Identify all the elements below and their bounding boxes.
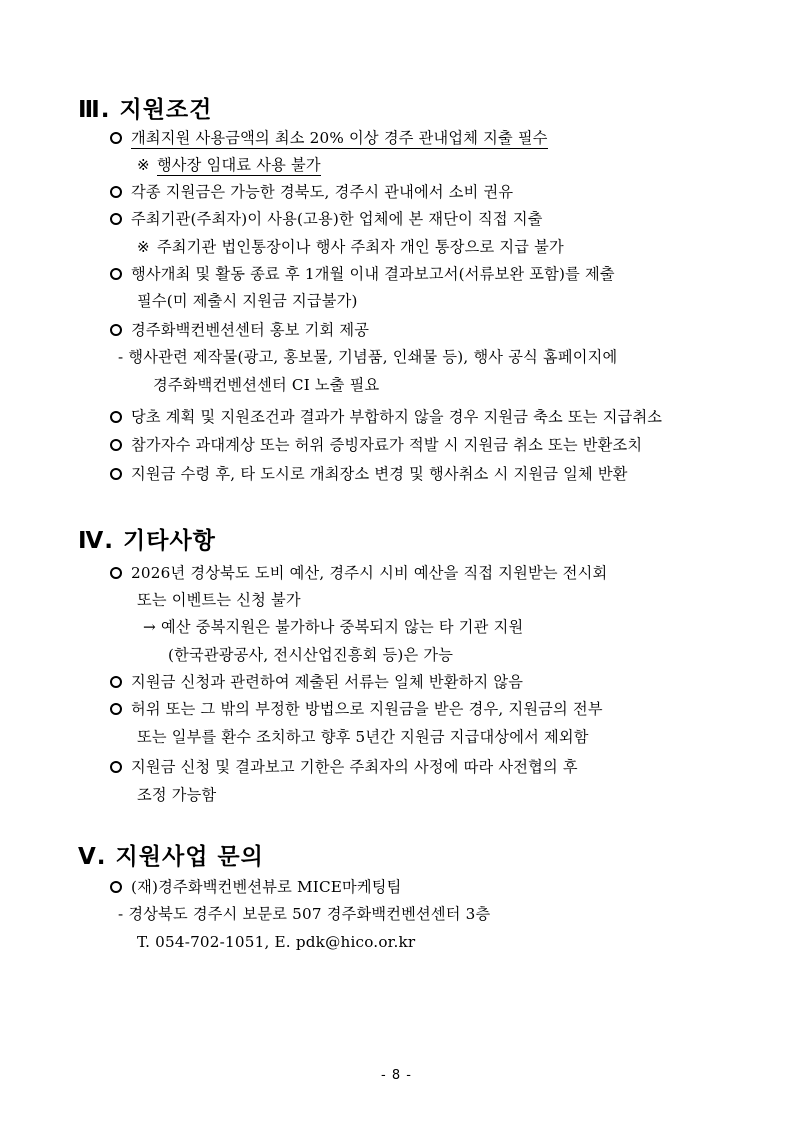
sec3-bullet-3 <box>110 209 543 229</box>
circle-bullet-icon <box>110 881 122 893</box>
section-4-title: Ⅳ. 기타사항 <box>78 528 216 554</box>
sec4-bullet-2-text: 지원금 신청과 관련하여 제출된 서류는 일체 반환하지 않음 <box>131 673 524 691</box>
circle-bullet-icon <box>110 411 122 423</box>
circle-bullet-icon <box>110 439 122 451</box>
sec4-bullet-3 <box>110 699 603 719</box>
circle-bullet-icon <box>110 567 122 579</box>
circle-bullet-icon <box>110 676 122 688</box>
sec4-bullet-3-line2: 또는 일부를 환수 조치하고 향후 5년간 지원금 지급대상에서 제외함 <box>137 728 589 746</box>
sec3-bullet-1-text: 개최지원 사용금액의 최소 20% 이상 경주 관내업체 지출 필수 <box>131 129 548 147</box>
sec3-bullet-2 <box>110 182 513 202</box>
reference-mark-icon: ※ <box>137 156 150 174</box>
circle-bullet-icon <box>110 703 122 715</box>
sec4-bullet-1-arrow-line1: → 예산 중복지원은 불가하나 중복되지 않는 타 기관 지원 <box>143 618 524 636</box>
circle-bullet-icon <box>110 186 122 198</box>
sec4-bullet-3-text-line1: 허위 또는 그 밖의 부정한 방법으로 지원금을 받은 경우, 지원금의 전부 <box>131 700 603 718</box>
sec4-bullet-4 <box>110 757 578 777</box>
sec3-bullet-3-note <box>137 237 564 257</box>
sec5-contact-line: T. 054-702-1051, E. pdk@hico.or.kr <box>137 933 416 951</box>
sec4-bullet-4-text-line1: 지원금 신청 및 결과보고 기한은 주최자의 사정에 따라 사전협의 후 <box>131 758 578 776</box>
sec4-bullet-1 <box>110 563 607 583</box>
sec4-bullet-1-arrow-line2: (한국관광공사, 전시산업진흥회 등)은 가능 <box>168 646 454 664</box>
sec5-bullet-1-text: (재)경주화백컨벤션뷰로 MICE마케팅팀 <box>131 878 402 896</box>
circle-bullet-icon <box>110 132 122 144</box>
sec3-bullet-4-text-line1: 행사개최 및 활동 종료 후 1개월 이내 결과보고서(서류보완 포함)를 제출 <box>131 265 615 283</box>
reference-mark-icon: ※ <box>137 238 150 256</box>
circle-bullet-icon <box>110 268 122 280</box>
section-5-title: Ⅴ. 지원사업 문의 <box>78 844 264 870</box>
sec3-bullet-5-sub-line2: 경주화백컨벤션센터 CI 노출 필요 <box>153 376 380 394</box>
circle-bullet-icon <box>110 213 122 225</box>
sec4-bullet-4-line2: 조정 가능함 <box>137 786 217 804</box>
sec3-bullet-4-line2: 필수(미 제출시 지원금 지급불가) <box>137 292 358 310</box>
sec3-bullet-7-text: 참가자수 과대계상 또는 허위 증빙자료가 적발 시 지원금 취소 또는 반환조치 <box>131 436 643 454</box>
circle-bullet-icon <box>110 468 122 480</box>
circle-bullet-icon <box>110 761 122 773</box>
section-3-title: Ⅲ. 지원조건 <box>78 97 213 123</box>
sec3-bullet-4 <box>110 264 615 284</box>
sec3-bullet-7 <box>110 435 642 455</box>
sec3-bullet-2-text: 각종 지원금은 가능한 경북도, 경주시 관내에서 소비 권유 <box>131 183 514 201</box>
sec3-bullet-5-text: 경주화백컨벤션센터 홍보 기회 제공 <box>131 321 370 339</box>
sec3-bullet-6-text: 당초 계획 및 지원조건과 결과가 부합하지 않을 경우 지원금 축소 또는 지급취소 <box>131 408 663 426</box>
sec5-sub-line1: - 경상북도 경주시 보문로 507 경주화백컨벤션센터 3층 <box>118 905 491 923</box>
sec3-bullet-6 <box>110 407 662 427</box>
circle-bullet-icon <box>110 324 122 336</box>
sec3-bullet-5-sub-line1: - 행사관련 제작물(광고, 홍보물, 기념품, 인쇄물 등), 행사 공식 홈페이지에 <box>118 348 618 366</box>
sec3-bullet-5 <box>110 320 369 340</box>
sec3-bullet-3-text: 주최기관(주최자)이 사용(고용)한 업체에 본 재단이 직접 지출 <box>131 210 543 228</box>
sec5-bullet-1 <box>110 877 402 897</box>
sec4-bullet-1-line2: 또는 이벤트는 신청 불가 <box>137 591 301 609</box>
sec4-bullet-1-text-line1: 2026년 경상북도 도비 예산, 경주시 시비 예산을 직접 지원받는 전시회 <box>131 564 608 582</box>
sec3-bullet-1 <box>110 128 548 148</box>
sec3-bullet-1-note <box>137 155 321 175</box>
sec4-bullet-2 <box>110 672 523 692</box>
sec3-bullet-3-note-text: 주최기관 법인통장이나 행사 주최자 개인 통장으로 지급 불가 <box>156 238 564 256</box>
page-number: - 8 - <box>381 1068 412 1083</box>
sec3-bullet-1-note-text: 행사장 임대료 사용 불가 <box>156 156 321 174</box>
sec3-bullet-8-text: 지원금 수령 후, 타 도시로 개최장소 변경 및 행사취소 시 지원금 일체 반환 <box>131 465 628 483</box>
sec3-bullet-8 <box>110 464 628 484</box>
